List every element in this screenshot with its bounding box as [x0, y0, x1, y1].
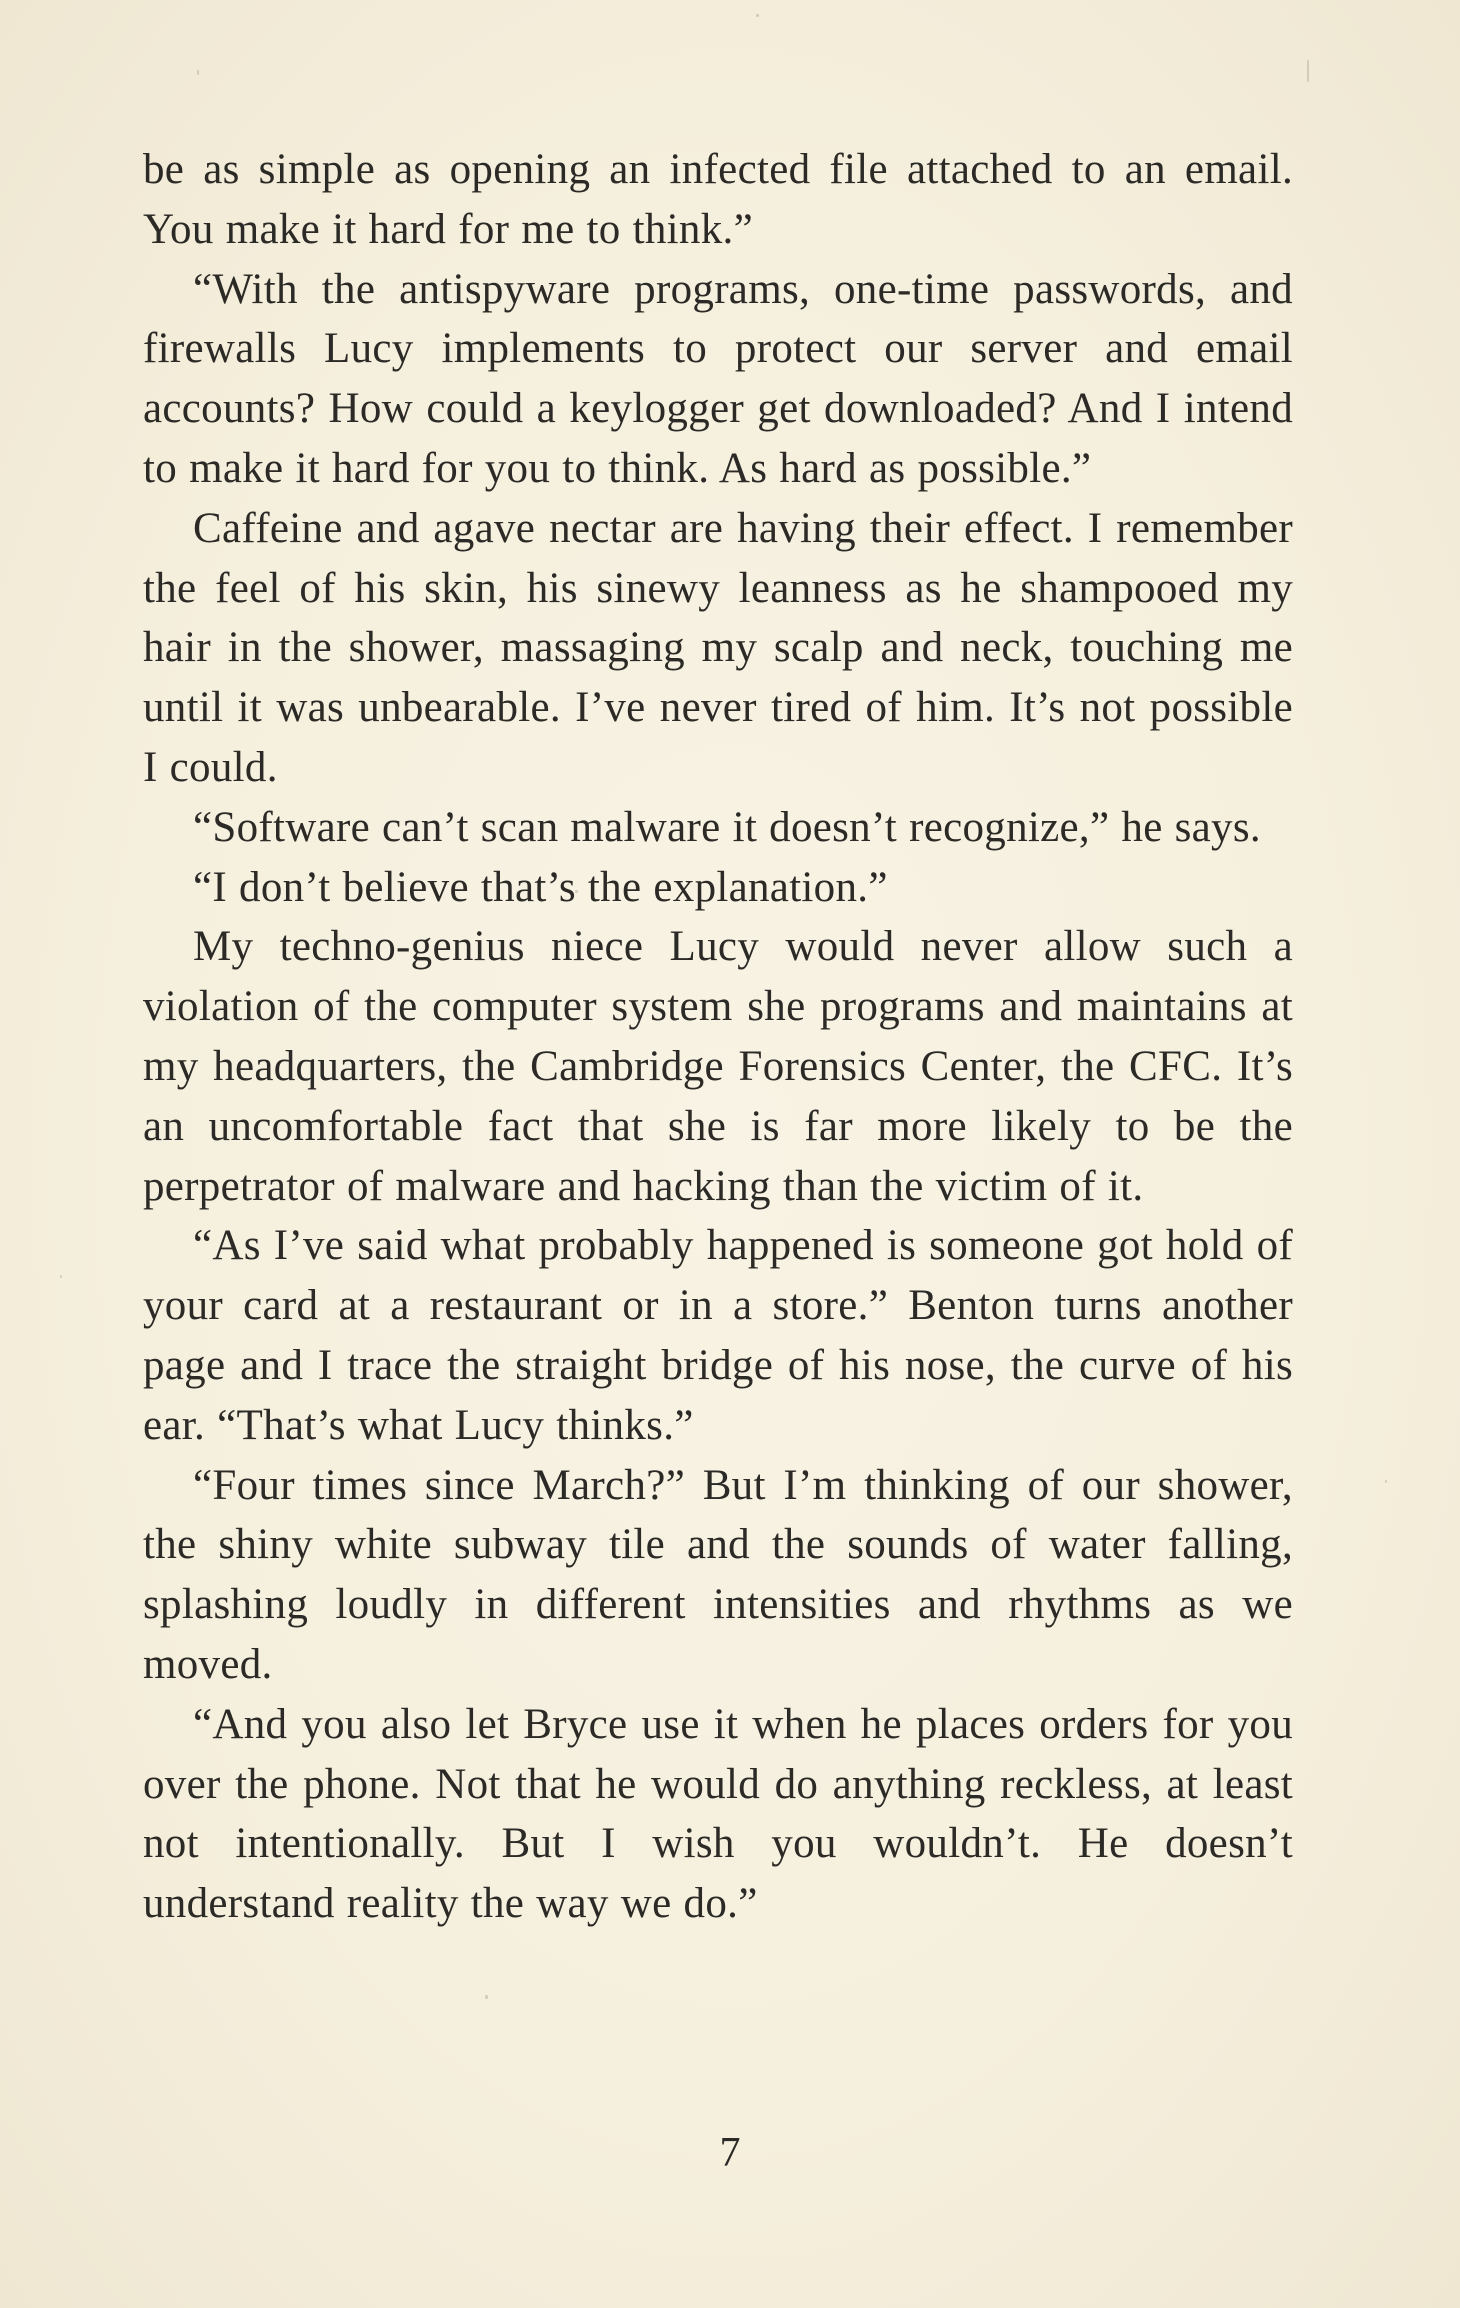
paragraph-1: be as simple as opening an infected file attached to an email. You make it hard for me to think.” — [143, 146, 1293, 253]
paragraph-7: “As I’ve said what probably happened is someone got hold of your card at a restaurant or in a store.” Benton turns another page and I trace the straight bridge of his nose, the curve of his ear. “That’s what Lucy thinks.” — [143, 1222, 1293, 1449]
paragraph-4: “Software can’t scan malware it doesn’t recognize,” he says. — [193, 803, 1261, 851]
paragraph-9: “And you also let Bryce use it when he places orders for you over the phone. Not that he would do anything reckless, at least not intentionally. But I wish you wouldn’t. He doesn’t understand reality the way we do.” — [143, 1700, 1293, 1928]
paragraph-2: “With the antispyware programs, one-time passwords, and firewalls Lucy implements to protect our server and email accounts? How could a keylogger get downloaded? And I intend to make it hard for you to think. As hard as possible.” — [143, 265, 1293, 492]
page-number: 7 — [719, 2130, 741, 2176]
paragraph-5: “I don’t believe that’s the explanation.” — [193, 863, 888, 911]
body-text — [143, 140, 1293, 1934]
paragraph-3: Caffeine and agave nectar are having their effect. I remember the feel of his skin, his sinewy leanness as he shampooed my hair in the shower, massaging my scalp and neck, touching me until it was unbearable. I’ve never tired of him. It’s not possible I could. — [143, 504, 1293, 791]
paragraph-6: My techno-genius niece Lucy would never allow such a violation of the computer system she programs and maintains at my headquarters, the Cambridge Forensics Center, the CFC. It’s an uncomfortable fact that she is far more likely to be the perpetrator of malware and hacking than the victim of it. — [143, 923, 1293, 1210]
paragraph-8: “Four times since March?” But I’m thinking of our shower, the shiny white subway tile and the sounds of water falling, splashing loudly in different intensities and rhythms as we moved. — [143, 1461, 1293, 1688]
